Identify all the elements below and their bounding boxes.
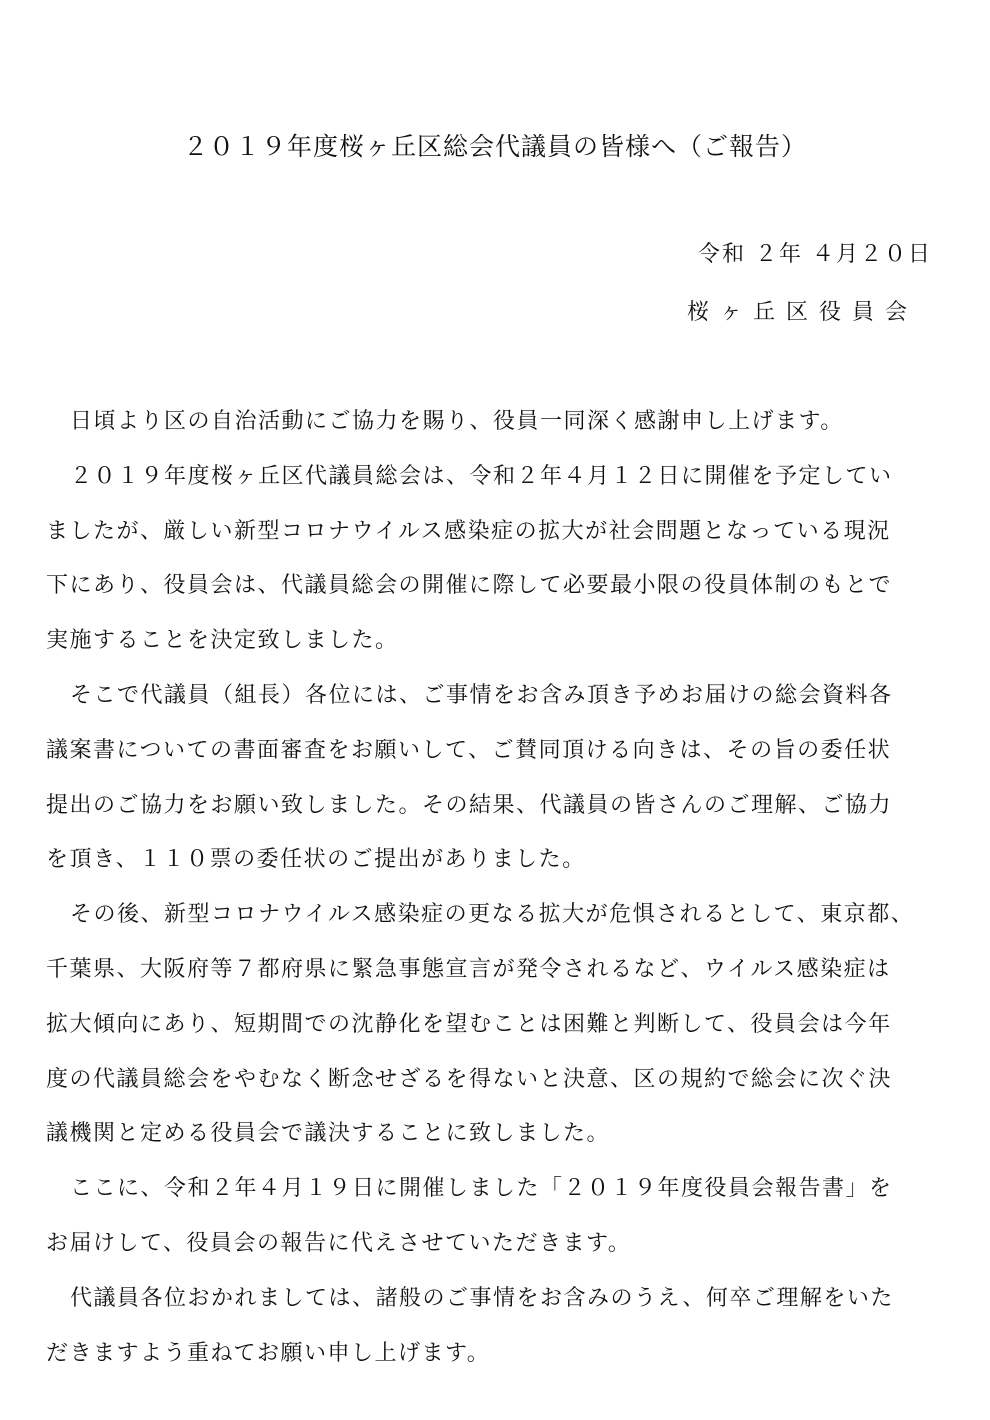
paragraph-line: 日頃より区の自治活動にご協力を賜り、役員一同深く感謝申し上げます。 bbox=[70, 409, 844, 434]
paragraph-line: 度の代議員総会をやむなく断念せざるを得ないと決意、区の規約で総会に次ぐ決 bbox=[46, 1066, 893, 1092]
paragraph-line: お届けして、役員会の報告に代えさせていただきます。 bbox=[46, 1230, 632, 1256]
paragraph-line: だきますよう重ねてお願い申し上げます。 bbox=[46, 1340, 491, 1366]
paragraph-line: を頂き、１１０票の委任状のご提出がありました。 bbox=[46, 847, 586, 873]
document-organization: 桜ヶ丘区役員会 bbox=[686, 300, 918, 325]
paragraph-line: 議案書についての書面審査をお願いして、ご賛同頂ける向きは、その旨の委任状 bbox=[46, 737, 892, 763]
paragraph-line: 下にあり、役員会は、代議員総会の開催に際して必要最小限の役員体制のもとで bbox=[46, 573, 893, 599]
document-title: ２０１９年度桜ヶ丘区総会代議員の皆様へ（ご報告） bbox=[182, 132, 807, 161]
paragraph-line: 実施することを決定致しました。 bbox=[46, 628, 399, 654]
paragraph-line: 代議員各位おかれましては、諸般のご事情をお含みのうえ、何卒ご理解をいた bbox=[70, 1285, 894, 1311]
document-body bbox=[46, 404, 936, 1390]
document-date: 令和 ２年 ４月２０日 bbox=[698, 242, 932, 267]
paragraph-line: 拡大傾向にあり、短期間での沈静化を望むことは困難と判断して、役員会は今年 bbox=[46, 1011, 892, 1037]
paragraph-line: 提出のご協力をお願い致しました。その結果、代議員の皆さんのご理解、ご協力 bbox=[46, 792, 893, 818]
paragraph-line: そこで代議員（組長）各位には、ご事情をお含み頂き予めお届けの総会資料各 bbox=[70, 682, 893, 708]
paragraph-line: 議機関と定める役員会で議決することに致しました。 bbox=[46, 1121, 611, 1147]
paragraph-line: ましたが、厳しい新型コロナウイルス感染症の拡大が社会問題となっている現況 bbox=[46, 518, 891, 544]
paragraph-line: 千葉県、大阪府等７都府県に緊急事態宣言が発令されるなど、ウイルス感染症は bbox=[46, 956, 891, 982]
paragraph-line: その後、新型コロナウイルス感染症の更なる拡大が危惧されるとして、東京都、 bbox=[70, 902, 915, 928]
paragraph-line: ２０１９年度桜ヶ丘区代議員総会は、令和２年４月１２日に開催を予定してい bbox=[70, 463, 893, 489]
paragraph-line: ここに、令和２年４月１９日に開催しました「２０１９年度役員会報告書」を bbox=[70, 1176, 893, 1202]
